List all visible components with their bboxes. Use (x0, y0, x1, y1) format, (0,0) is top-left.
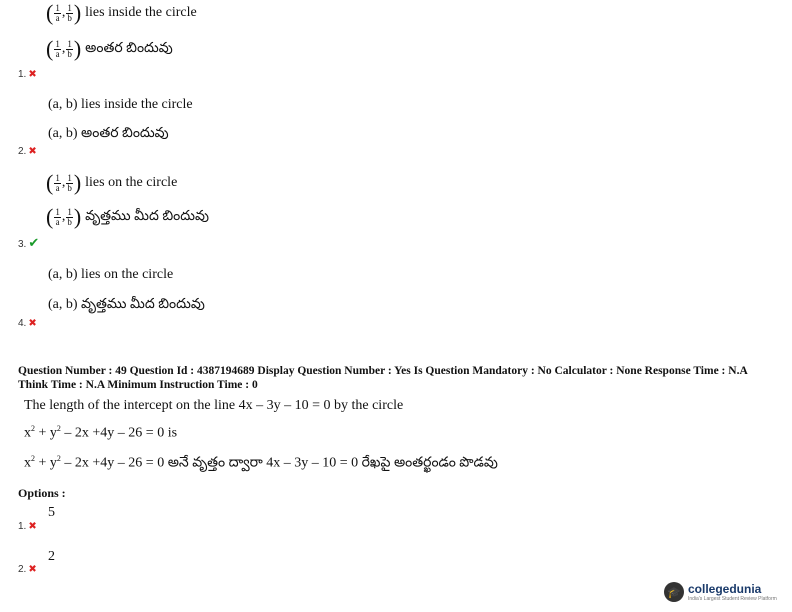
option-2-marker: 2. ✖ (18, 146, 37, 157)
question-line-2: $x^2 + y^2 - 2x +4y - 26 = 0$ is (24, 424, 178, 441)
option-1-telugu: ( 1 a , 1 b ) అంతర బిందువు (46, 36, 173, 61)
answer-option-1-value: 5 (48, 505, 55, 520)
check-icon: ✔ (28, 235, 40, 250)
option-4-english: (a, b) lies on the circle (48, 267, 174, 282)
cross-icon: ✖ (28, 69, 37, 80)
option-2-english: (a, b) lies inside the circle (48, 97, 193, 112)
cross-icon: ✖ (28, 318, 37, 329)
option-3-telugu: ( 1 a , 1 b ) వృత్తము మీద బిందువు (46, 204, 209, 229)
option-1-marker: 1. ✖ (18, 69, 37, 80)
cross-icon: ✖ (28, 564, 37, 575)
question-line-1: The length of the intercept on the line 4x – 3y – 10 = 0 by the circle (24, 398, 404, 413)
cross-icon: ✖ (28, 521, 37, 532)
options-label: Options : (18, 486, 66, 500)
graduation-cap-icon: 🎓 (664, 582, 684, 602)
question-line-3-telugu: $x^2 + y^2 - 2x +4y - 26 = 0$ అనే వృత్తం ద్వారా 4x – 3y – 10 = 0 రేఖపై అంతర్ఖండం పొడవు (24, 454, 498, 471)
collegedunia-logo: 🎓 collegedunia India's Largest Student Review Platform (664, 582, 777, 602)
answer-option-2-value: 2 (48, 549, 55, 564)
option-3-marker: 3. ✔ (18, 235, 40, 250)
option-4-telugu: (a, b) వృత్తము మీద బిందువు (48, 297, 205, 312)
option-4-marker: 4. ✖ (18, 318, 37, 329)
answer-option-1-marker: 1. ✖ (18, 521, 37, 532)
answer-option-2-marker: 2. ✖ (18, 564, 37, 575)
option-2-telugu: (a, b) అంతర బిందువు (48, 126, 169, 141)
option-3-english: ( 1 a , 1 b ) lies on the circle (46, 170, 178, 195)
cross-icon: ✖ (28, 146, 37, 157)
option-1-english: ( 1 a , 1 b ) lies inside the circle (46, 0, 197, 25)
question-meta: Question Number : 49 Question Id : 4387194689 Display Question Number : Yes Is Question Mandatory : No Calculator : None Response Time : N.A Think Time : N.A Minimum Instruction Time : 0 (18, 365, 748, 391)
